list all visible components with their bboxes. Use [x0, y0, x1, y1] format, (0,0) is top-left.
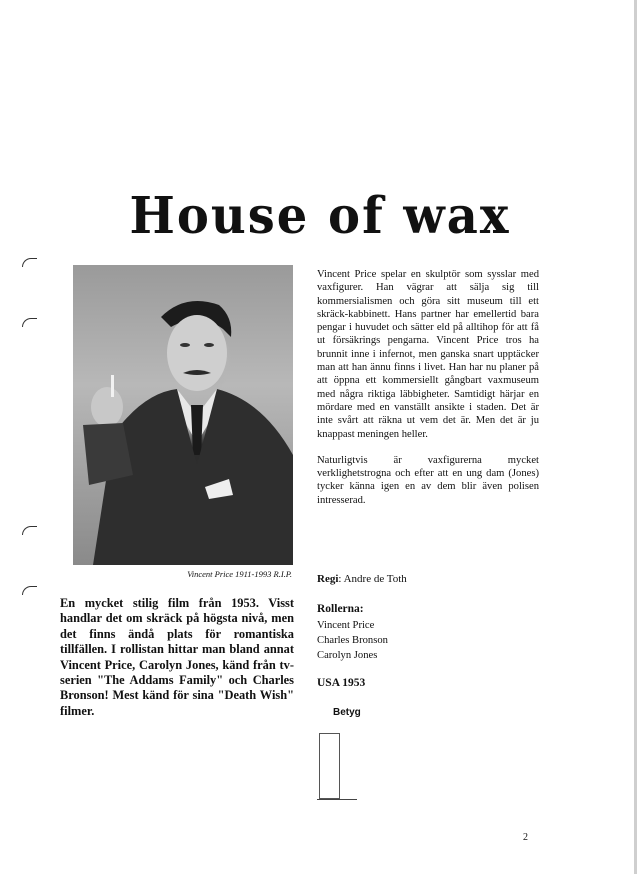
rating-bar — [319, 733, 340, 799]
portrait-photo — [73, 265, 293, 565]
punch-hole-mark — [22, 258, 37, 267]
punch-hole-mark — [22, 586, 37, 595]
plot-paragraph: Vincent Price spelar en skulptör som sysslar med vaxfigurer. Han vägrar att sälja sig till kommersialismen och göra sitt museum till ett skräck-kabbinett. Hans partner har emellertid bara pengar i huvudet och sätter eld på alltihop för att få ut försäkrings pengarna. Vincent Price tros ha brunnit inne i infernot, men ganska snart upptäcker man att han ännu finns i livet. Han har nu planer på att öppna ett kommersiellt gångbart vaxmuseum med några riktiga läbbigheter. Samtidigt härjar en mördare med en vanställt ansikte i staden. Det är inte svårt att räkna ut vem det är. Men det är ju knappast meningen heller. — [317, 269, 539, 440]
cast-member: Vincent Price — [317, 620, 375, 631]
cast-member: Charles Bronson — [317, 635, 388, 646]
punch-hole-mark — [22, 318, 37, 327]
origin-year: USA 1953 — [317, 677, 366, 689]
plot-description — [317, 268, 539, 520]
director-label: Regi — [317, 573, 339, 585]
page-number: 2 — [523, 832, 528, 843]
rating-label: Betyg — [333, 707, 361, 718]
director-line: Regi: Andre de Toth — [317, 573, 407, 585]
rating-baseline — [317, 799, 357, 800]
rating-meter — [317, 733, 357, 800]
punch-hole-mark — [22, 526, 37, 535]
cast-member: Carolyn Jones — [317, 650, 378, 661]
plot-paragraph: Naturligtvis är vaxfigurerna mycket verklighetstrogna och efter att en ung dam (Jones) tycker känna igen en av dem blir även polisen intresserad. — [317, 454, 539, 506]
cast-heading: Rollerna: — [317, 603, 364, 615]
director-name: Andre de Toth — [343, 573, 407, 585]
photo-caption: Vincent Price 1911-1993 R.I.P. — [187, 569, 292, 579]
intro-paragraph: En mycket stilig film från 1953. Visst handlar det om skräck på högsta nivå, men det finns ändå plats för romantiska tillfällen. I rollistan hittar man bland annat Vincent Price, Carolyn Jones, känd från tv-serien "The Addams Family" och Charles Bronson! Mest känd för sina "Death Wish" filmer. — [60, 596, 294, 718]
page-title: House of wax — [129, 186, 511, 246]
cast-list — [317, 618, 388, 663]
